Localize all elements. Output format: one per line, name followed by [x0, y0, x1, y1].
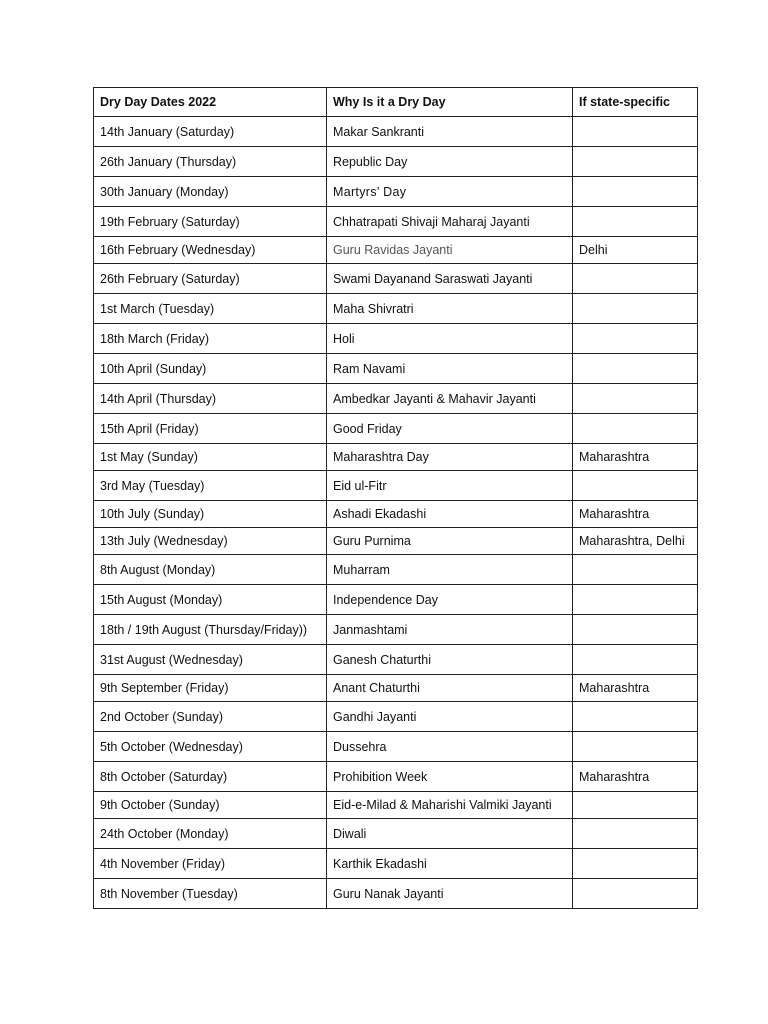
table-row — [94, 732, 698, 762]
cell-state — [573, 384, 698, 414]
cell-reason: Martyrs’ Day — [327, 177, 573, 207]
header-reason: Why Is it a Dry Day — [327, 88, 573, 117]
table-row — [94, 702, 698, 732]
cell-state: Maharashtra — [573, 675, 698, 702]
table-row — [94, 879, 698, 909]
table-row — [94, 384, 698, 414]
cell-reason: Diwali — [327, 819, 573, 849]
header-date: Dry Day Dates 2022 — [94, 88, 327, 117]
cell-date: 3rd May (Tuesday) — [94, 471, 327, 501]
cell-date: 16th February (Wednesday) — [94, 237, 327, 264]
cell-reason: Makar Sankranti — [327, 117, 573, 147]
cell-date: 14th January (Saturday) — [94, 117, 327, 147]
table-row — [94, 444, 698, 471]
cell-state — [573, 117, 698, 147]
cell-date: 26th February (Saturday) — [94, 264, 327, 294]
cell-reason: Prohibition Week — [327, 762, 573, 792]
cell-date: 8th November (Tuesday) — [94, 879, 327, 909]
cell-state: Maharashtra — [573, 501, 698, 528]
cell-state — [573, 294, 698, 324]
cell-state — [573, 147, 698, 177]
table-row — [94, 819, 698, 849]
cell-state — [573, 702, 698, 732]
cell-reason: Holi — [327, 324, 573, 354]
cell-date: 10th April (Sunday) — [94, 354, 327, 384]
dry-day-table — [93, 87, 698, 909]
cell-reason: Ganesh Chaturthi — [327, 645, 573, 675]
cell-reason: Ashadi Ekadashi — [327, 501, 573, 528]
cell-state: Maharashtra — [573, 762, 698, 792]
cell-state — [573, 732, 698, 762]
table-row — [94, 354, 698, 384]
table-row — [94, 294, 698, 324]
cell-date: 26th January (Thursday) — [94, 147, 327, 177]
cell-date: 14th April (Thursday) — [94, 384, 327, 414]
cell-date: 8th August (Monday) — [94, 555, 327, 585]
cell-reason: Chhatrapati Shivaji Maharaj Jayanti — [327, 207, 573, 237]
header-row — [94, 88, 698, 117]
cell-reason: Good Friday — [327, 414, 573, 444]
cell-date: 1st May (Sunday) — [94, 444, 327, 471]
cell-state — [573, 879, 698, 909]
table-row — [94, 207, 698, 237]
table-row — [94, 762, 698, 792]
table-row — [94, 147, 698, 177]
cell-reason: Karthik Ekadashi — [327, 849, 573, 879]
cell-state — [573, 354, 698, 384]
table-row — [94, 237, 698, 264]
cell-state — [573, 324, 698, 354]
cell-state — [573, 645, 698, 675]
table-row — [94, 177, 698, 207]
cell-state — [573, 819, 698, 849]
cell-reason: Republic Day — [327, 147, 573, 177]
cell-state — [573, 585, 698, 615]
cell-reason: Janmashtami — [327, 615, 573, 645]
cell-reason: Dussehra — [327, 732, 573, 762]
cell-reason: Swami Dayanand Saraswati Jayanti — [327, 264, 573, 294]
cell-reason: Independence Day — [327, 585, 573, 615]
cell-date: 5th October (Wednesday) — [94, 732, 327, 762]
cell-date: 10th July (Sunday) — [94, 501, 327, 528]
table-row — [94, 585, 698, 615]
cell-state — [573, 264, 698, 294]
table-row — [94, 528, 698, 555]
cell-reason: Anant Chaturthi — [327, 675, 573, 702]
cell-date: 4th November (Friday) — [94, 849, 327, 879]
table-row — [94, 264, 698, 294]
cell-date: 18th / 19th August (Thursday/Friday)) — [94, 615, 327, 645]
table-row — [94, 849, 698, 879]
cell-reason: Eid-e-Milad & Maharishi Valmiki Jayanti — [327, 792, 573, 819]
cell-reason: Maharashtra Day — [327, 444, 573, 471]
cell-reason: Guru Ravidas Jayanti — [327, 237, 573, 264]
cell-state — [573, 414, 698, 444]
table-row — [94, 324, 698, 354]
cell-date: 9th September (Friday) — [94, 675, 327, 702]
cell-reason: Ambedkar Jayanti & Mahavir Jayanti — [327, 384, 573, 414]
table-row — [94, 501, 698, 528]
cell-state — [573, 555, 698, 585]
table-row — [94, 675, 698, 702]
cell-date: 30th January (Monday) — [94, 177, 327, 207]
cell-state — [573, 207, 698, 237]
cell-reason: Guru Purnima — [327, 528, 573, 555]
cell-state — [573, 792, 698, 819]
cell-state: Maharashtra — [573, 444, 698, 471]
cell-reason: Guru Nanak Jayanti — [327, 879, 573, 909]
cell-reason: Ram Navami — [327, 354, 573, 384]
cell-date: 18th March (Friday) — [94, 324, 327, 354]
cell-state — [573, 471, 698, 501]
cell-state: Maharashtra, Delhi — [573, 528, 698, 555]
table-row — [94, 615, 698, 645]
cell-date: 13th July (Wednesday) — [94, 528, 327, 555]
table-row — [94, 555, 698, 585]
header-state: If state-specific — [573, 88, 698, 117]
cell-date: 2nd October (Sunday) — [94, 702, 327, 732]
table-row — [94, 471, 698, 501]
cell-reason: Gandhi Jayanti — [327, 702, 573, 732]
cell-date: 15th April (Friday) — [94, 414, 327, 444]
cell-date: 24th October (Monday) — [94, 819, 327, 849]
cell-state — [573, 615, 698, 645]
cell-date: 1st March (Tuesday) — [94, 294, 327, 324]
cell-state — [573, 849, 698, 879]
cell-reason: Maha Shivratri — [327, 294, 573, 324]
cell-date: 19th February (Saturday) — [94, 207, 327, 237]
cell-reason: Muharram — [327, 555, 573, 585]
cell-state — [573, 177, 698, 207]
cell-reason: Eid ul-Fitr — [327, 471, 573, 501]
cell-date: 8th October (Saturday) — [94, 762, 327, 792]
table-row — [94, 792, 698, 819]
table-row — [94, 645, 698, 675]
cell-date: 31st August (Wednesday) — [94, 645, 327, 675]
table-row — [94, 414, 698, 444]
cell-date: 15th August (Monday) — [94, 585, 327, 615]
table-row — [94, 117, 698, 147]
cell-date: 9th October (Sunday) — [94, 792, 327, 819]
cell-state: Delhi — [573, 237, 698, 264]
